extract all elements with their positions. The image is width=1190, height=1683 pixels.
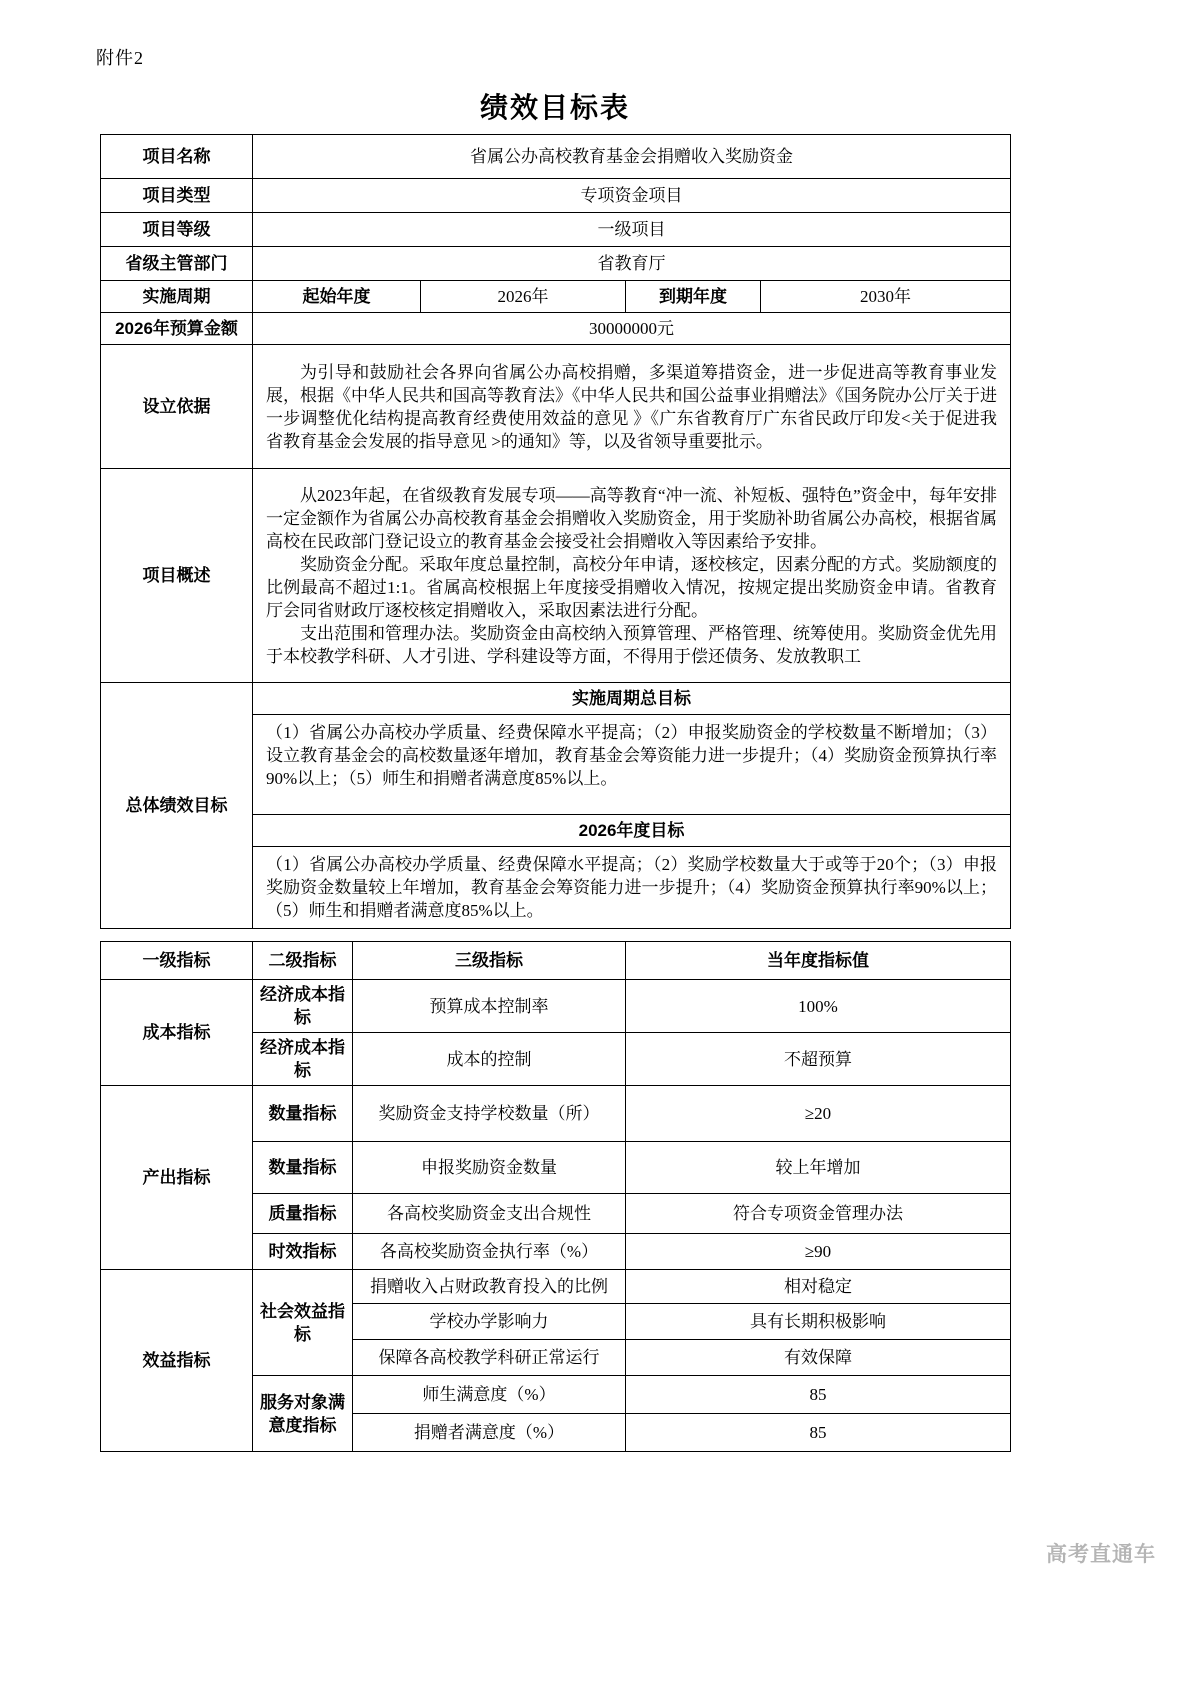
indicator-level2: 经济成本指标 — [253, 1033, 353, 1086]
indicator-name: 捐赠收入占财政教育投入的比例 — [353, 1270, 626, 1304]
table-row — [101, 345, 1011, 469]
indicator-value: 不超预算 — [626, 1033, 1011, 1086]
indicator-value: ≥20 — [626, 1086, 1011, 1142]
indicator-name: 成本的控制 — [353, 1033, 626, 1086]
indicator-name: 申报奖励资金数量 — [353, 1142, 626, 1194]
indicator-name: 各高校奖励资金执行率（%） — [353, 1234, 626, 1270]
indicator-row — [101, 980, 1011, 1033]
table-row — [101, 135, 1011, 179]
header-level2: 二级指标 — [253, 942, 353, 980]
overview-text-cell — [253, 469, 1011, 683]
table-row — [101, 313, 1011, 345]
basis-text: 为引导和鼓励社会各界向省属公办高校捐赠，多渠道筹措资金，进一步促进高等教育事业发展，根据《中华人民共和国高等教育法》《中华人民共和国公益事业捐赠法》《国务院办公厅关于进一步调整优化结构提高教育经费使用效益的意见 》《广东省教育厅广东省民政厅印发<关于促进我省教育基金会发展的指导意见 >的通知》等，以及省领导重要批示。 — [266, 362, 998, 451]
table-row — [101, 213, 1011, 247]
period-start-label: 起始年度 — [253, 281, 421, 313]
indicator-value: 较上年增加 — [626, 1142, 1011, 1194]
period-end-value: 2030年 — [761, 281, 1011, 313]
budget-label: 2026年预算金额 — [101, 313, 253, 345]
indicator-name: 各高校奖励资金支出合规性 — [353, 1194, 626, 1234]
table-row — [101, 179, 1011, 213]
header-level3: 三级指标 — [353, 942, 626, 980]
indicator-level2: 数量指标 — [253, 1142, 353, 1194]
overall-period-text: （1）省属公办高校办学质量、经费保障水平提高；（2）申报奖励资金的学校数量不断增加；（3）设立教育基金会的高校数量逐年增加，教育基金会筹资能力进一步提升；（4）奖励资金预算执行率90%以上；（5）师生和捐赠者满意度85%以上。 — [253, 715, 1011, 815]
table-row — [101, 683, 1011, 715]
table-row — [101, 247, 1011, 281]
indicator-row — [101, 1086, 1011, 1142]
overall-goal-label: 总体绩效目标 — [101, 683, 253, 929]
project-level-value: 一级项目 — [253, 213, 1011, 247]
indicator-value: 具有长期积极影响 — [626, 1304, 1011, 1340]
indicator-value: 100% — [626, 980, 1011, 1033]
basis-label: 设立依据 — [101, 345, 253, 469]
table-row — [101, 281, 1011, 313]
period-start-value: 2026年 — [421, 281, 626, 313]
project-type-label: 项目类型 — [101, 179, 253, 213]
project-type-value: 专项资金项目 — [253, 179, 1011, 213]
indicator-value: ≥90 — [626, 1234, 1011, 1270]
social-benefit-label: 社会效益指标 — [253, 1270, 353, 1376]
indicator-name: 保障各高校教学科研正常运行 — [353, 1340, 626, 1376]
indicator-value: 85 — [626, 1376, 1011, 1414]
indicator-level2: 数量指标 — [253, 1086, 353, 1142]
indicators-header-row — [101, 942, 1011, 980]
overview-paragraph-2: 奖励资金分配。采取年度总量控制，高校分年申请，逐校核定，因素分配的方式。奖励额度的比例最高不超过1:1。省属高校根据上年度接受捐赠收入情况，按规定提出奖励资金申请。省教育厅会同省财政厅逐校核定捐赠收入，采取因素法进行分配。 — [266, 554, 998, 620]
indicator-name: 捐赠者满意度（%） — [353, 1414, 626, 1452]
indicator-level2: 质量指标 — [253, 1194, 353, 1234]
indicator-row — [101, 1270, 1011, 1304]
header-value: 当年度指标值 — [626, 942, 1011, 980]
project-name-value: 省属公办高校教育基金会捐赠收入奖励资金 — [253, 135, 1011, 179]
benefit-group-label: 效益指标 — [101, 1270, 253, 1452]
indicator-value: 85 — [626, 1414, 1011, 1452]
overall-period-title: 实施周期总目标 — [253, 683, 1011, 715]
indicator-level2: 时效指标 — [253, 1234, 353, 1270]
overview-paragraph-3: 支出范围和管理办法。奖励资金由高校纳入预算管理、严格管理、统筹使用。奖励资金优先用于本校教学科研、人才引进、学科建设等方面，不得用于偿还债务、发放教职工 — [266, 623, 998, 666]
page-title: 绩效目标表 — [479, 92, 630, 123]
watermark: 高考直通车 — [1046, 1543, 1156, 1566]
overview-paragraph-1: 从2023年起，在省级教育发展专项——高等教育“冲一流、补短板、强特色”资金中，每年安排一定金额作为省属公办高校教育基金会捐赠收入奖励资金，用于奖励补助省属公办高校，根据省属高校在民政部门登记设立的教育基金会接受社会捐赠收入等因素给予安排。 — [266, 485, 998, 551]
table-row — [101, 469, 1011, 683]
indicator-value: 有效保障 — [626, 1340, 1011, 1376]
indicator-value: 符合专项资金管理办法 — [626, 1194, 1011, 1234]
overall-year-title: 2026年度目标 — [253, 815, 1011, 847]
budget-value: 30000000元 — [253, 313, 1011, 345]
department-label: 省级主管部门 — [101, 247, 253, 281]
indicator-value: 相对稳定 — [626, 1270, 1011, 1304]
overview-label: 项目概述 — [101, 469, 253, 683]
indicator-name: 预算成本控制率 — [353, 980, 626, 1033]
indicator-name: 学校办学影响力 — [353, 1304, 626, 1340]
project-name-label: 项目名称 — [101, 135, 253, 179]
cost-group-label: 成本指标 — [101, 980, 253, 1086]
period-label: 实施周期 — [101, 281, 253, 313]
indicators-table — [100, 941, 1011, 1452]
satisfaction-label: 服务对象满意度指标 — [253, 1376, 353, 1452]
indicator-level2: 经济成本指标 — [253, 980, 353, 1033]
info-table — [100, 134, 1011, 929]
period-end-label: 到期年度 — [626, 281, 761, 313]
overall-year-text: （1）省属公办高校办学质量、经费保障水平提高；（2）奖励学校数量大于或等于20个；（3）申报奖励资金数量较上年增加，教育基金会筹资能力进一步提升；（4）奖励资金预算执行率90%以上；（5）师生和捐赠者满意度85%以上。 — [253, 847, 1011, 929]
department-value: 省教育厅 — [253, 247, 1011, 281]
output-group-label: 产出指标 — [101, 1086, 253, 1270]
basis-text-cell — [253, 345, 1011, 469]
attachment-label: 附件2 — [96, 48, 144, 68]
indicator-name: 师生满意度（%） — [353, 1376, 626, 1414]
indicator-name: 奖励资金支持学校数量（所） — [353, 1086, 626, 1142]
header-level1: 一级指标 — [101, 942, 253, 980]
project-level-label: 项目等级 — [101, 213, 253, 247]
tables-container — [100, 134, 1010, 1452]
